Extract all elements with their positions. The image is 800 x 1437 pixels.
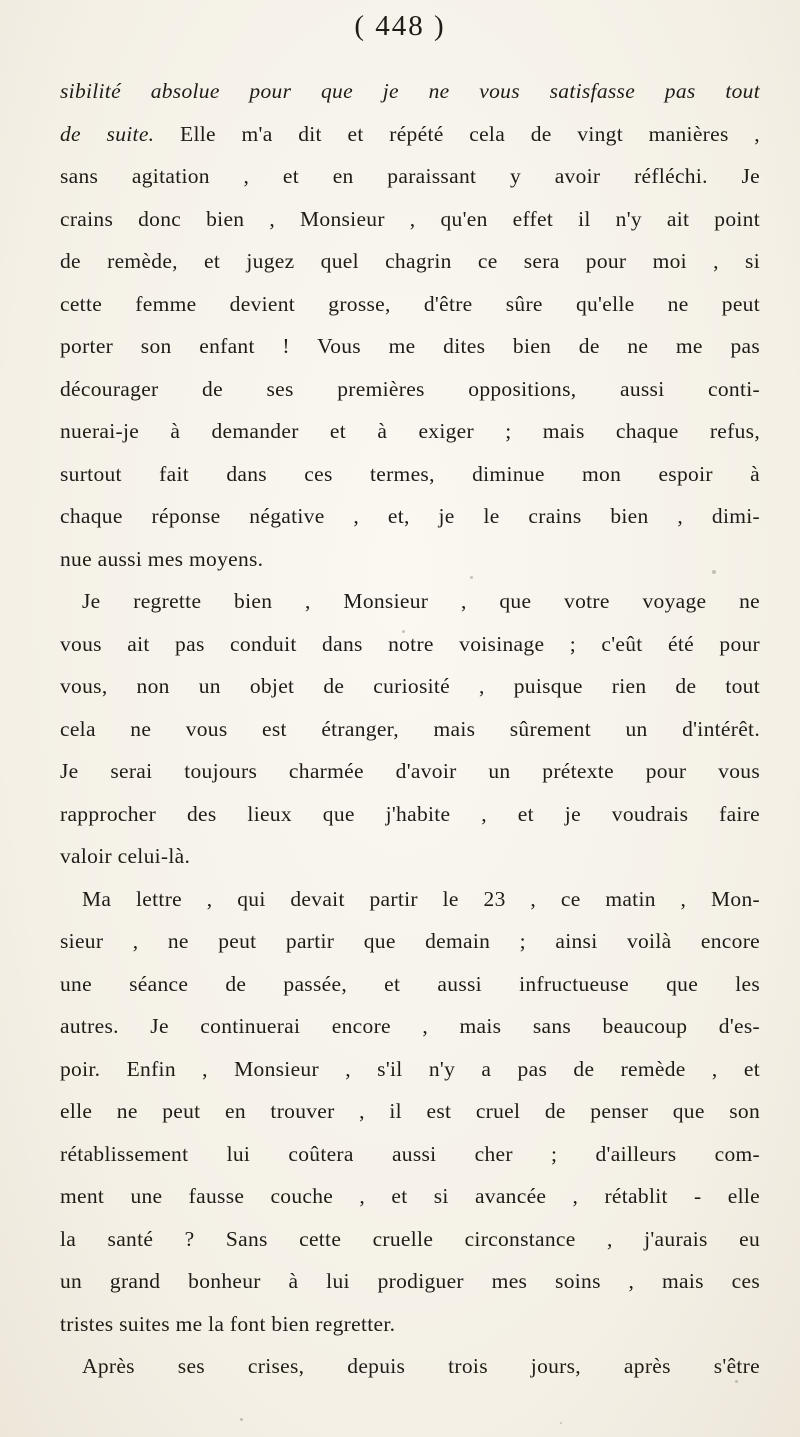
text-line: nuerai-je à demander et à exiger ; mais chaque refus, bbox=[60, 419, 760, 443]
text-line: Ma lettre , qui devait partir le 23 , ce matin , Mon- bbox=[82, 886, 760, 911]
text-line: cette femme devient grosse, d'être sûre qu'elle ne peut bbox=[60, 291, 760, 316]
text-line: la santé ? Sans cette cruelle circonstance , j'aurais eu bbox=[60, 1226, 760, 1251]
text-line: ment une fausse couche , et si avancée , rétablit - elle bbox=[60, 1184, 760, 1208]
text-line: sibilité absolue pour que je ne vous satisfasse pas tout bbox=[60, 79, 760, 103]
text-line: vous ait pas conduit dans notre voisinage ; c'eût été pour bbox=[60, 631, 760, 656]
page-number: ( 448 ) bbox=[354, 10, 446, 42]
text-line: autres. Je continuerai encore , mais sans beaucoup d'es- bbox=[60, 1014, 760, 1038]
text-line: cela ne vous est étranger, mais sûrement un d'intérêt. bbox=[60, 716, 760, 741]
text-line: surtout fait dans ces termes, diminue mon espoir à bbox=[60, 461, 760, 486]
text-line: de suite. Elle m'a dit et répété cela de vingt manières , bbox=[60, 121, 760, 146]
text-line: de remède, et jugez quel chagrin ce sera pour moi , si bbox=[60, 249, 760, 273]
text-line: sans agitation , et en paraissant y avoir réfléchi. Je bbox=[60, 164, 760, 188]
text-line: tristes suites me la font bien regretter. bbox=[60, 1311, 396, 1336]
print-speck bbox=[402, 630, 405, 633]
text-line: vous, non un objet de curiosité , puisque rien de tout bbox=[60, 674, 760, 698]
text-line: sieur , ne peut partir que demain ; ainsi voilà encore bbox=[60, 929, 760, 953]
text-line: Je regrette bien , Monsieur , que votre voyage ne bbox=[82, 589, 760, 613]
text-line: Après ses crises, depuis trois jours, après s'être bbox=[82, 1354, 760, 1378]
text-line: elle ne peut en trouver , il est cruel de penser que son bbox=[60, 1099, 760, 1123]
print-speck bbox=[470, 576, 473, 579]
text-line: un grand bonheur à lui prodiguer mes soins , mais ces bbox=[60, 1269, 760, 1293]
text-line: décourager de ses premières oppositions, aussi conti- bbox=[60, 376, 760, 401]
print-speck bbox=[560, 1422, 562, 1424]
text-line: rétablissement lui coûtera aussi cher ; d'ailleurs com- bbox=[60, 1141, 760, 1166]
text-line: Je serai toujours charmée d'avoir un prétexte pour vous bbox=[60, 759, 760, 783]
text-line: valoir celui-là. bbox=[60, 844, 191, 868]
text-line: porter son enfant ! Vous me dites bien de ne me pas bbox=[60, 334, 760, 358]
text-line: crains donc bien , Monsieur , qu'en effet il n'y ait point bbox=[60, 206, 760, 231]
text-line: une séance de passée, et aussi infructueuse que les bbox=[60, 971, 760, 996]
print-speck bbox=[712, 570, 716, 574]
text-line: nue aussi mes moyens. bbox=[60, 546, 264, 571]
text-line: chaque réponse négative , et, je le crains bien , dimi- bbox=[60, 504, 760, 528]
body-text bbox=[60, 70, 760, 1388]
text-line: poir. Enfin , Monsieur , s'il n'y a pas de remède , et bbox=[60, 1056, 760, 1081]
print-speck bbox=[735, 1380, 738, 1383]
print-speck bbox=[240, 1418, 243, 1421]
text-line: rapprocher des lieux que j'habite , et je voudrais faire bbox=[60, 801, 760, 826]
